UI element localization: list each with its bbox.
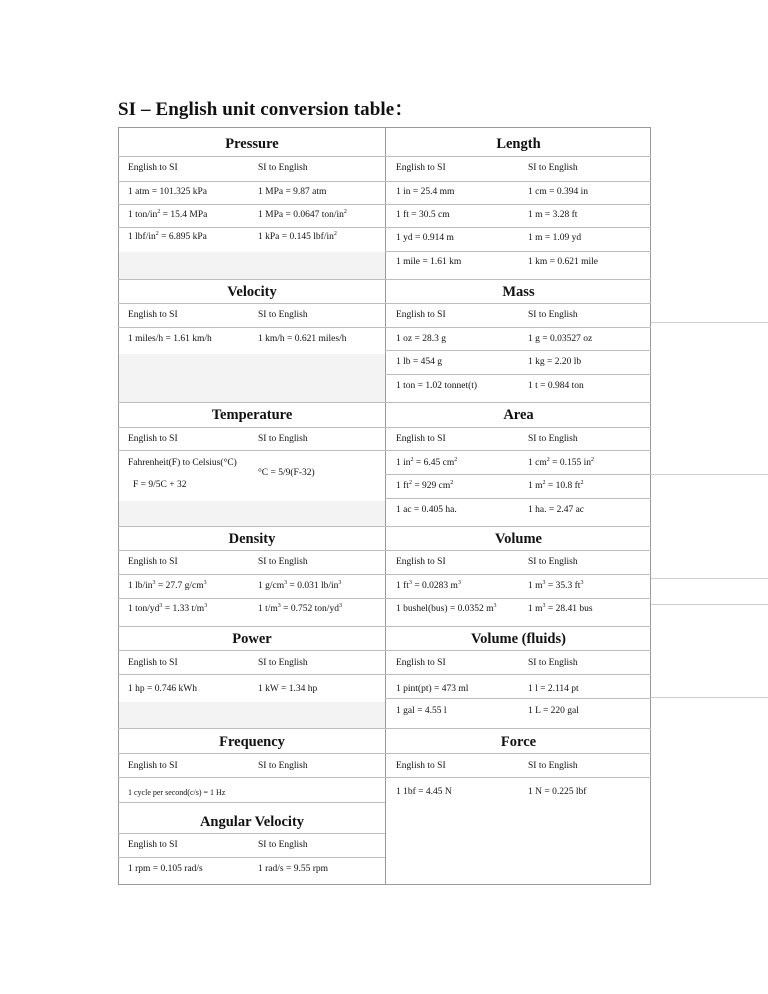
table-cell: 1 cycle per second(c/s) = 1 Hz bbox=[128, 788, 226, 797]
table-cell: F = 9/5C + 32 bbox=[133, 480, 187, 490]
table-cell: 1 mile = 1.61 km bbox=[396, 257, 462, 267]
header-si-to-english: SI to English bbox=[258, 840, 308, 850]
header-english-to-si: English to SI bbox=[396, 163, 446, 173]
header-si-to-english: SI to English bbox=[258, 761, 308, 771]
table-cell: 1 l = 2.114 pt bbox=[528, 684, 579, 694]
section-title-length: Length bbox=[496, 136, 541, 152]
table-cell: 1 in = 25.4 mm bbox=[396, 187, 455, 197]
row-divider bbox=[118, 204, 651, 205]
row-divider bbox=[385, 474, 651, 475]
section-title-volume: Volume bbox=[495, 531, 542, 547]
row-divider bbox=[118, 650, 651, 651]
row-divider bbox=[118, 802, 385, 803]
header-english-to-si: English to SI bbox=[396, 434, 446, 444]
table-cell: 1 $cm^2 = 0.155$ $in^2$ bbox=[528, 457, 594, 468]
row-divider bbox=[385, 251, 651, 252]
row-divider bbox=[385, 350, 651, 351]
row-divider bbox=[118, 227, 651, 228]
header-english-to-si: English to SI bbox=[396, 761, 446, 771]
table-cell: 1 km = 0.621 mile bbox=[528, 257, 599, 267]
header-english-to-si: English to SI bbox=[396, 557, 446, 567]
row-divider bbox=[118, 327, 651, 328]
table-cell: 1 kPa = 0.145 lbf/$in^2$ bbox=[258, 231, 337, 242]
section-title-area: Area bbox=[503, 407, 534, 423]
table-cell: 1 L = 220 gal bbox=[528, 706, 579, 716]
table-cell: 1 yd = 0.914 m bbox=[396, 233, 454, 243]
header-english-to-si: English to SI bbox=[128, 163, 178, 173]
header-english-to-si: English to SI bbox=[128, 434, 178, 444]
row-divider bbox=[118, 753, 651, 754]
header-english-to-si: English to SI bbox=[128, 658, 178, 668]
header-si-to-english: SI to English bbox=[528, 163, 578, 173]
table-cell: 1 gal = 4.55 l bbox=[396, 706, 447, 716]
table-cell: 1 hp = 0.746 kWh bbox=[128, 684, 197, 694]
table-cell: 1 MPa = 9.87 atm bbox=[258, 187, 327, 197]
row-divider bbox=[118, 857, 385, 858]
table-cell: 1 rpm = 0.105 rad/s bbox=[128, 864, 203, 874]
row-divider bbox=[118, 279, 651, 280]
row-divider bbox=[118, 674, 651, 675]
table-cell: 1 m = 1.09 yd bbox=[528, 233, 582, 243]
table-cell: 1 kg = 2.20 lb bbox=[528, 357, 582, 367]
section-title-angular-velocity: Angular Velocity bbox=[199, 814, 305, 830]
section-title-frequency: Frequency bbox=[219, 734, 285, 750]
column-divider bbox=[385, 127, 386, 885]
table-cell: 1 ac = 0.405 ha. bbox=[396, 505, 457, 515]
section-title-density: Density bbox=[228, 531, 276, 547]
table-cell: °C = 5/9(F-32) bbox=[258, 468, 315, 478]
row-divider bbox=[118, 833, 385, 834]
header-si-to-english: SI to English bbox=[528, 557, 578, 567]
table-cell: 1 lbf/$in^2 = 6.895$ kPa bbox=[128, 231, 207, 242]
background-line bbox=[651, 474, 768, 475]
background-line bbox=[651, 322, 768, 323]
table-cell: 1 km/h = 0.621 miles/h bbox=[258, 334, 347, 344]
row-divider bbox=[118, 598, 651, 599]
section-title-pressure: Pressure bbox=[225, 136, 279, 152]
header-english-to-si: English to SI bbox=[128, 310, 178, 320]
table-cell: 1 g = 0.03527 oz bbox=[528, 334, 593, 344]
row-divider bbox=[118, 450, 651, 451]
row-divider bbox=[118, 156, 651, 157]
table-cell: 1 oz = 28.3 g bbox=[396, 334, 446, 344]
row-divider bbox=[118, 402, 651, 403]
table-cell: 1 $ft^2 = 929$ $cm^2$ bbox=[396, 480, 454, 491]
header-si-to-english: SI to English bbox=[258, 557, 308, 567]
row-divider bbox=[118, 303, 651, 304]
table-cell: 1 cm = 0.394 in bbox=[528, 187, 588, 197]
section-title-force: Force bbox=[500, 734, 537, 750]
table-cell: 1 lb = 454 g bbox=[396, 357, 442, 367]
table-cell: 1 ft = 30.5 cm bbox=[396, 210, 450, 220]
table-cell: 1 ha. = 2.47 ac bbox=[528, 505, 585, 515]
table-cell: 1 $lb/in^3 = 27.7$ $g/cm^3$ bbox=[128, 580, 207, 591]
background-line bbox=[651, 697, 768, 698]
background-line bbox=[651, 604, 768, 605]
header-english-to-si: English to SI bbox=[128, 761, 178, 771]
header-si-to-english: SI to English bbox=[258, 658, 308, 668]
section-title-volume-fluids: Volume (fluids) bbox=[471, 631, 566, 647]
table-cell: 1 rad/s = 9.55 rpm bbox=[258, 864, 329, 874]
row-divider bbox=[385, 698, 651, 699]
header-english-to-si: English to SI bbox=[396, 658, 446, 668]
row-divider bbox=[385, 498, 651, 499]
header-si-to-english: SI to English bbox=[258, 434, 308, 444]
table-cell: 1 pint(pt) = 473 ml bbox=[396, 684, 469, 694]
table-cell: 1 MPa = 0.0647 ton/$in^2$ bbox=[258, 209, 347, 220]
header-si-to-english: SI to English bbox=[528, 310, 578, 320]
header-si-to-english: SI to English bbox=[258, 163, 308, 173]
row-divider bbox=[118, 181, 651, 182]
table-cell: 1 $m^3 = 35.3$ $ft^3$ bbox=[528, 580, 584, 591]
row-divider bbox=[118, 626, 651, 627]
table-cell: 1 ton/$yd^3 = 1.33$ $t/m^3$ bbox=[128, 603, 208, 614]
header-english-to-si: English to SI bbox=[128, 840, 178, 850]
table-cell: 1 bushel(bus) = 0.0352 $m^3$ bbox=[396, 603, 497, 614]
header-si-to-english: SI to English bbox=[258, 310, 308, 320]
row-divider bbox=[118, 777, 651, 778]
table-cell: 1 $m^2 = 10.8$ $ft^2$ bbox=[528, 480, 584, 491]
background-line bbox=[651, 578, 768, 579]
section-title-power: Power bbox=[232, 631, 272, 647]
page-title: SI – English unit conversion table： bbox=[118, 99, 414, 120]
table-cell: 1 $t/m^3 = 0.752$ ton/$yd^3$ bbox=[258, 603, 342, 614]
header-english-to-si: English to SI bbox=[396, 310, 446, 320]
table-cell: 1 ton/$in^2 = 15.4$ MPa bbox=[128, 209, 208, 220]
row-divider bbox=[385, 374, 651, 375]
header-si-to-english: SI to English bbox=[528, 761, 578, 771]
table-cell: 1 N = 0.225 lbf bbox=[528, 787, 587, 797]
table-cell: 1 atm = 101.325 kPa bbox=[128, 187, 207, 197]
table-cell: 1 $m^3 = 28.41$ bus bbox=[528, 603, 593, 614]
row-divider bbox=[118, 550, 651, 551]
table-cell: 1 miles/h = 1.61 km/h bbox=[128, 334, 212, 344]
row-divider bbox=[118, 427, 651, 428]
section-title-temperature: Temperature bbox=[211, 407, 293, 423]
section-title-mass: Mass bbox=[502, 284, 535, 300]
table-cell: 1 1bf = 4.45 N bbox=[396, 787, 452, 797]
section-title-velocity: Velocity bbox=[227, 284, 277, 300]
table-cell: 1 t = 0.984 ton bbox=[528, 381, 584, 391]
table-cell: Fahrenheit(F) to Celsius(°C) bbox=[128, 458, 237, 468]
header-si-to-english: SI to English bbox=[528, 434, 578, 444]
table-cell: 1 $ft^3 = 0.0283$ $m^3$ bbox=[396, 580, 461, 591]
header-english-to-si: English to SI bbox=[128, 557, 178, 567]
row-divider bbox=[118, 574, 651, 575]
table-cell: 1 $g/cm^3 = 0.031$ $lb/in^3$ bbox=[258, 580, 342, 591]
table-cell: 1 m = 3.28 ft bbox=[528, 210, 578, 220]
row-divider bbox=[118, 526, 651, 527]
table-cell: 1 kW = 1.34 hp bbox=[258, 684, 318, 694]
table-cell: 1 $in^2 = 6.45$ $cm^2$ bbox=[396, 457, 458, 468]
header-si-to-english: SI to English bbox=[528, 658, 578, 668]
row-divider bbox=[118, 728, 651, 729]
table-cell: 1 ton = 1.02 tonnet(t) bbox=[396, 381, 478, 391]
